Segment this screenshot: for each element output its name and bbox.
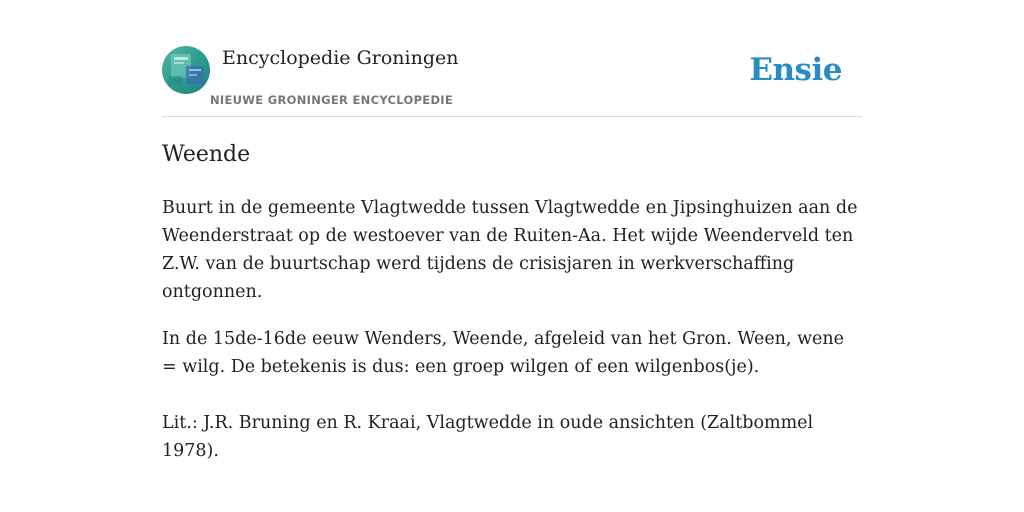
article-paragraph: Buurt in de gemeente Vlagtwedde tussen Vlagtwedde en Jipsinghuizen aan de Weenderstraat op de westoever van de Ruiten-Aa. Het wijde Weenderveld ten Z.W. van de buurtschap werd tijdens de crisisjaren in werkverschaffing ontgonnen. bbox=[162, 198, 858, 302]
article bbox=[162, 138, 862, 465]
site-subtitle: NIEUWE GRONINGER ENCYCLOPEDIE bbox=[210, 93, 454, 107]
article-literature: Lit.: J.R. Bruning en R. Kraai, Vlagtwedde in oude ansichten (Zaltbommel 1978). bbox=[162, 413, 814, 461]
article-paragraph: In de 15de-16de eeuw Wenders, Weende, afgeleid van het Gron. Ween, wene = wilg. De betekenis is dus: een groep wilgen of een wilgenbos(je). bbox=[162, 329, 845, 377]
encyclopedia-logo-icon[interactable] bbox=[162, 46, 210, 94]
site-title[interactable]: Encyclopedie Groningen bbox=[222, 47, 459, 69]
site-header bbox=[162, 46, 862, 117]
ensie-brand-logo[interactable]: Ensie bbox=[749, 52, 842, 88]
article-title: Weende bbox=[162, 142, 251, 167]
